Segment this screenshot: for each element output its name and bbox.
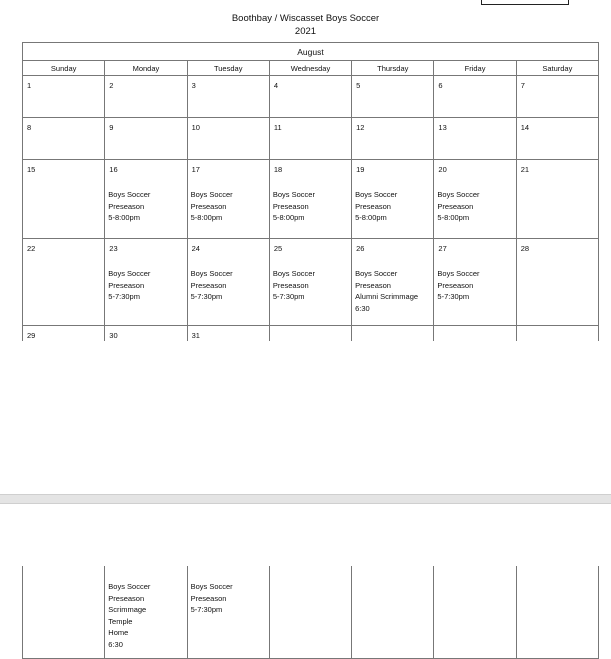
day-number: 27 — [438, 244, 447, 253]
day-number: 14 — [520, 123, 530, 132]
event-text: Boys Soccer Preseason Alumni Scrimmage 6:30 — [355, 269, 419, 313]
day-number: 25 — [273, 244, 283, 253]
day-cell — [23, 326, 105, 342]
top-box-outline — [481, 0, 569, 5]
day-cell — [269, 160, 351, 239]
day-number: 1 — [27, 81, 32, 90]
day-number: 31 — [191, 331, 200, 340]
event-text: Boys Soccer Preseason 5-8:00pm — [190, 190, 233, 222]
day-number: 20 — [438, 165, 447, 174]
event-text: Boys Soccer Preseason Scrimmage Temple Home 6:30 — [108, 582, 151, 649]
day-cell — [269, 76, 351, 118]
day-cell — [434, 118, 516, 160]
day-number: 4 — [273, 81, 279, 90]
day-cell — [105, 239, 187, 326]
day-cell — [23, 566, 105, 659]
day-cell — [434, 326, 516, 342]
day-number: 22 — [27, 244, 36, 253]
month-header: August — [23, 43, 599, 61]
day-cell — [187, 566, 269, 659]
day-cell — [516, 76, 598, 118]
day-number: 10 — [191, 123, 200, 132]
day-cell — [23, 239, 105, 326]
event-text: Boys Soccer Preseason 5-7:30pm — [437, 269, 480, 301]
day-cell — [105, 160, 187, 239]
weekday-header: Tuesday — [187, 61, 269, 76]
day-cell — [269, 118, 351, 160]
event-text: Boys Soccer Preseason 5-8:00pm — [437, 190, 480, 222]
day-cell — [352, 76, 434, 118]
day-number: 6 — [438, 81, 443, 90]
day-number: 11 — [273, 123, 282, 132]
day-number: 12 — [356, 123, 365, 132]
day-number: 21 — [520, 165, 530, 174]
document-year: 2021 — [294, 26, 317, 37]
weekday-header: Monday — [105, 61, 187, 76]
day-number: 18 — [273, 165, 283, 174]
day-cell — [23, 118, 105, 160]
day-cell — [105, 118, 187, 160]
day-number: 26 — [356, 244, 365, 253]
day-number: 23 — [109, 244, 118, 253]
page-break — [0, 494, 611, 504]
day-cell — [352, 239, 434, 326]
event-text: Boys Soccer Preseason 5-7:30pm — [108, 269, 151, 301]
day-cell — [434, 239, 516, 326]
day-number: 5 — [356, 81, 361, 90]
day-number: 16 — [109, 165, 118, 174]
day-number: 7 — [520, 81, 525, 90]
day-cell — [516, 160, 598, 239]
day-cell — [269, 566, 351, 659]
day-cell — [352, 118, 434, 160]
event-text: Boys Soccer Preseason 5-8:00pm — [108, 190, 151, 222]
day-number: 19 — [356, 165, 365, 174]
day-cell — [187, 76, 269, 118]
week-row — [23, 118, 599, 160]
day-cell — [434, 566, 516, 659]
weekday-header: Saturday — [516, 61, 598, 76]
event-text: Boys Soccer Preseason 5-7:30pm — [190, 582, 233, 614]
day-cell — [434, 160, 516, 239]
weekday-header: Sunday — [23, 61, 105, 76]
day-cell — [269, 326, 351, 342]
day-number: 8 — [27, 123, 32, 132]
day-number: 2 — [109, 81, 114, 90]
event-text: Boys Soccer Preseason 5-7:30pm — [190, 269, 233, 301]
week-row — [23, 239, 599, 326]
event-text: Boys Soccer Preseason 5-8:00pm — [355, 190, 398, 222]
day-cell — [187, 118, 269, 160]
day-cell — [352, 566, 434, 659]
weekday-header: Thursday — [352, 61, 434, 76]
day-cell — [105, 76, 187, 118]
weekday-header-row — [23, 61, 599, 76]
day-cell — [516, 566, 598, 659]
day-number: 17 — [191, 165, 200, 174]
day-number: 9 — [109, 123, 114, 132]
day-cell — [23, 76, 105, 118]
day-cell — [434, 76, 516, 118]
day-cell — [187, 239, 269, 326]
day-number: 24 — [191, 244, 200, 253]
day-number: 30 — [109, 331, 118, 340]
week-row — [23, 76, 599, 118]
day-number: 15 — [27, 165, 36, 174]
day-cell — [23, 160, 105, 239]
calendar-table-continued — [22, 566, 599, 659]
day-cell — [105, 326, 187, 342]
day-cell — [269, 239, 351, 326]
day-cell — [105, 566, 187, 659]
day-cell — [516, 118, 598, 160]
day-number: 3 — [191, 81, 196, 90]
day-cell — [516, 326, 598, 342]
day-number: 29 — [27, 331, 36, 340]
event-text: Boys Soccer Preseason 5-8:00pm — [272, 190, 315, 222]
day-number: 28 — [520, 244, 530, 253]
day-cell — [516, 239, 598, 326]
calendar-table — [22, 42, 599, 341]
weekday-header: Wednesday — [269, 61, 351, 76]
day-number: 13 — [438, 123, 447, 132]
week-row-continued — [23, 566, 599, 659]
week-row — [23, 160, 599, 239]
day-cell — [352, 160, 434, 239]
weekday-header: Friday — [434, 61, 516, 76]
document-title: Boothbay / Wiscasset Boys Soccer — [231, 13, 380, 24]
day-cell — [352, 326, 434, 342]
day-cell — [187, 160, 269, 239]
week-row — [23, 326, 599, 342]
event-text: Boys Soccer Preseason 5-7:30pm — [272, 269, 315, 301]
day-cell — [187, 326, 269, 342]
